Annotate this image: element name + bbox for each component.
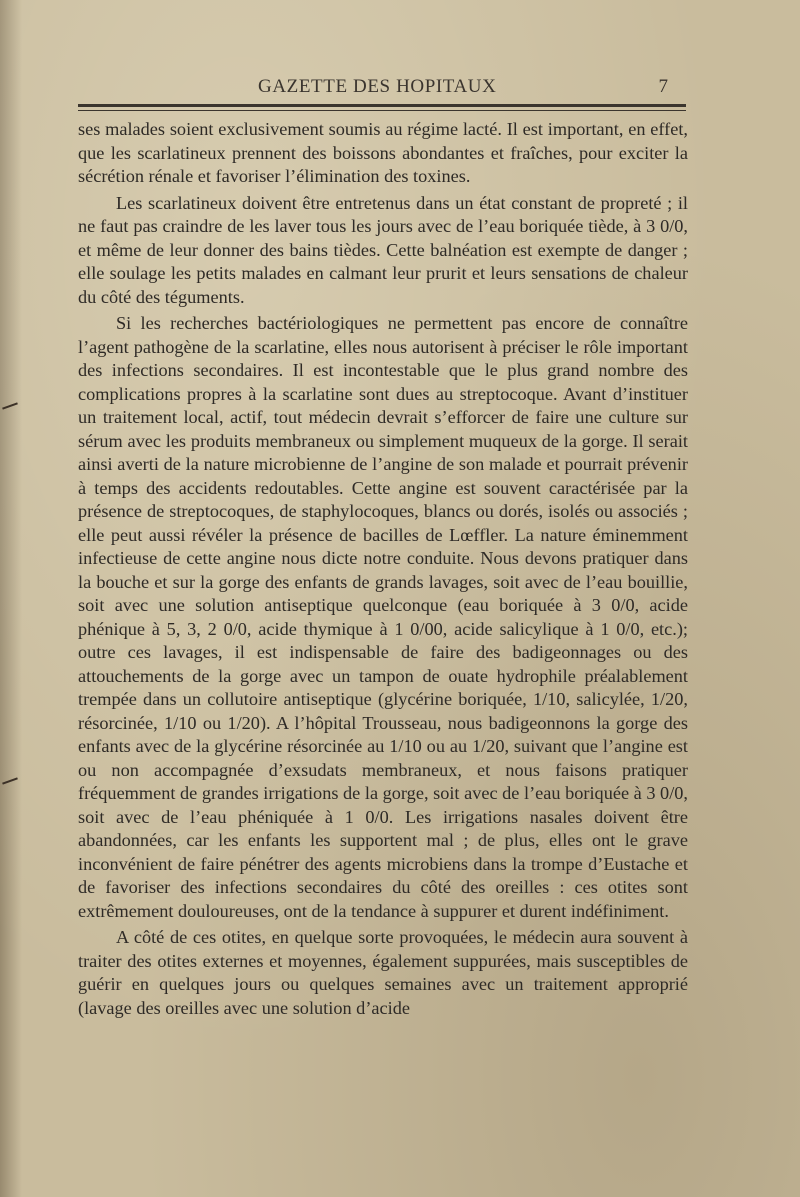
header-rule-thin <box>78 110 686 111</box>
paragraph-1: ses malades soient exclusivement soumis au régime lacté. Il est important, en effet, que les scarlatineux prennent des boissons abondantes et fraîches, pour exciter la sécrétion rénale et favoriser l’élimination des toxines. <box>78 119 688 186</box>
page-edge-mark <box>2 777 18 784</box>
running-header <box>78 76 686 100</box>
article-body <box>78 118 688 1020</box>
header-rule-thick <box>78 104 686 107</box>
paragraph-4: A côté de ces otites, en quelque sorte provoquées, le médecin aura souvent à traiter des otites externes et moyennes, également suppurées, mais susceptibles de guérir en quelques jours ou quelques semaines avec un traitement approprié (lavage des oreilles avec une solution d’acide <box>78 927 688 1018</box>
page-number: 7 <box>658 76 668 97</box>
paragraph-3: Si les recherches bactériologiques ne permettent pas encore de connaître l’agent pathogène de la scarlatine, elles nous autorisent à préciser le rôle important des infections secondaires. Il est incontestable que le plus grand nombre des complications propres à la scarlatine sont dues au streptocoque. Avant d’instituer un traitement local, actif, tout médecin devrait s’efforcer de faire une culture sur sérum avec les produits membraneux ou simplement muqueux de la gorge. Il serait ainsi averti de la nature microbienne de l’angine de son malade et pourrait prévenir à temps des accidents redoutables. Cette angine est souvent caractérisée par la présence de streptocoques, de staphylocoques, blancs ou dorés, isolés ou associés ; elle peut aussi révéler la présence de bacilles de Lœffler. La nature éminemment infectieuse de cette angine nous dicte notre conduite. Nous devons pratiquer dans la bouche et sur la gorge des enfants de grands lavages, soit avec de l’eau bouillie, soit avec une solution antiseptique quelconque (eau boriquée à 3 0/0, acide phénique à 5, 3, 2 0/0, acide thymique à 1 0/00, acide salicylique à 1 0/0, etc.); outre ces lavages, il est indispensable de faire des badigeonnages ou des attouchements de la gorge avec un tampon de ouate hydrophile préalablement trempée dans un collutoire antiseptique (glycérine boriquée, 1/10, salicylée, 1/20, résorcinée, 1/10 ou 1/20). A l’hôpital Trousseau, nous badigeonnons la gorge des enfants avec de la glycérine résorcinée au 1/10 ou au 1/20, suivant que l’angine est ou non accompagnée d’exsudats membraneux, et nous faisons pratiquer fréquemment de grandes irrigations de la gorge, soit avec de l’eau boriquée à 3 0/0, soit avec de l’eau phéniquée à 1 0/0. Les irrigations nasales doivent être abandonnées, car les enfants les supportent mal ; de plus, elles ont le grave inconvénient de faire pénétrer des agents microbiens dans la trompe d’Eustache et de favoriser des infections secondaires du côté des oreilles : ces otites sont extrêmement douloureuses, ont de la tendance à suppurer et durent indéfiniment. <box>78 313 688 921</box>
paragraph-2: Les scarlatineux doivent être entretenus dans un état constant de propreté ; il ne faut pas craindre de les laver tous les jours avec de l’eau boriquée tiède, à 3 0/0, et même de leur donner des bains tièdes. Cette balnéation est exempte de danger ; elle soulage les petits malades en calmant leur prurit et leurs sensations de chaleur du côté des téguments. <box>78 192 688 307</box>
page-edge-mark <box>2 402 18 409</box>
journal-title: GAZETTE DES HOPITAUX <box>258 76 497 97</box>
